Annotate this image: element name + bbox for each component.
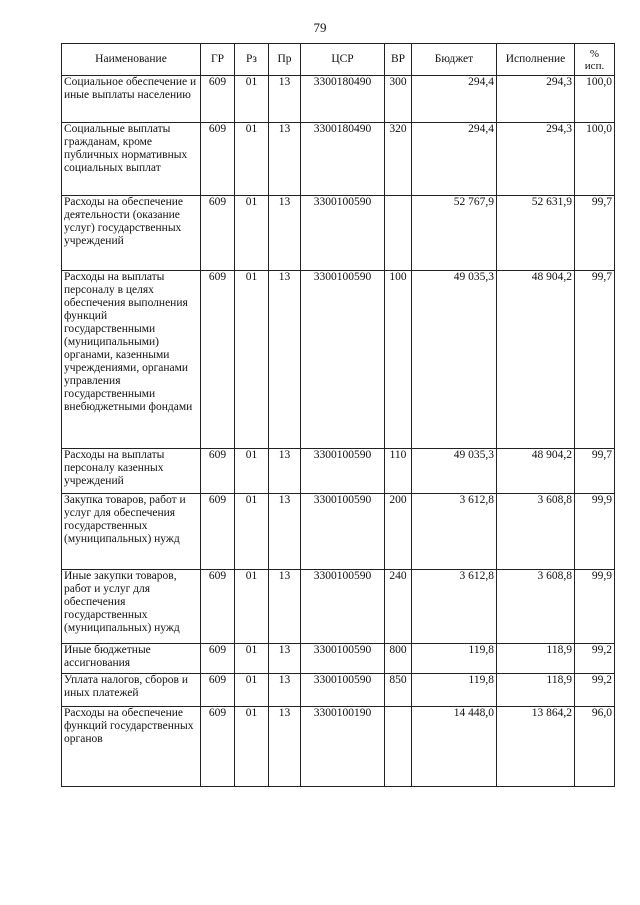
row-name: Социальные выплаты гражданам, кроме публичных нормативных социальных выплат <box>62 123 201 196</box>
row-vr: 300 <box>385 76 412 123</box>
row-rz: 01 <box>235 76 269 123</box>
header-execution: Исполнение <box>497 44 575 76</box>
row-pct: 99,7 <box>575 271 615 449</box>
row-vr: 240 <box>385 570 412 644</box>
row-execution: 3 608,8 <box>497 494 575 570</box>
row-gr: 609 <box>201 449 235 494</box>
row-csr: 3300180490 <box>301 123 385 196</box>
row-name: Расходы на выплаты персоналу в целях обеспечения выполнения функций государственными (муниципальными) органами, казенными учреждениями, органами управления государственными внебюджетными фондами <box>62 271 201 449</box>
row-pct: 99,7 <box>575 449 615 494</box>
row-pr: 13 <box>269 707 301 787</box>
row-gr: 609 <box>201 271 235 449</box>
table-row <box>62 271 615 449</box>
row-gr: 609 <box>201 123 235 196</box>
row-name: Расходы на обеспечение деятельности (оказание услуг) государственных учреждений <box>62 196 201 271</box>
table-row <box>62 449 615 494</box>
page-number: 79 <box>313 20 327 35</box>
header-gr: ГР <box>201 44 235 76</box>
row-budget: 52 767,9 <box>412 196 497 271</box>
row-vr <box>385 707 412 787</box>
row-gr: 609 <box>201 707 235 787</box>
row-name: Уплата налогов, сборов и иных платежей <box>62 674 201 707</box>
header-budget: Бюджет <box>412 44 497 76</box>
row-csr: 3300100190 <box>301 707 385 787</box>
row-pr: 13 <box>269 644 301 674</box>
row-pr: 13 <box>269 76 301 123</box>
row-execution: 48 904,2 <box>497 449 575 494</box>
row-name: Социальное обеспечение и иные выплаты населению <box>62 76 201 123</box>
row-gr: 609 <box>201 644 235 674</box>
table-header-row <box>62 44 615 76</box>
header-pct <box>575 44 615 76</box>
row-pct: 99,2 <box>575 674 615 707</box>
row-pr: 13 <box>269 123 301 196</box>
row-pct: 99,7 <box>575 196 615 271</box>
row-budget: 119,8 <box>412 674 497 707</box>
row-rz: 01 <box>235 644 269 674</box>
row-rz: 01 <box>235 570 269 644</box>
row-pr: 13 <box>269 570 301 644</box>
row-pct: 99,9 <box>575 570 615 644</box>
row-pr: 13 <box>269 449 301 494</box>
row-budget: 14 448,0 <box>412 707 497 787</box>
budget-execution-table <box>61 43 615 787</box>
row-csr: 3300100590 <box>301 644 385 674</box>
row-pct: 99,9 <box>575 494 615 570</box>
header-rz: Рз <box>235 44 269 76</box>
table-row <box>62 644 615 674</box>
row-pct: 99,2 <box>575 644 615 674</box>
row-vr: 200 <box>385 494 412 570</box>
table-row <box>62 707 615 787</box>
header-name: Наименование <box>62 44 201 76</box>
row-csr: 3300100590 <box>301 196 385 271</box>
row-execution: 118,9 <box>497 674 575 707</box>
row-execution: 13 864,2 <box>497 707 575 787</box>
header-pct-symbol: % <box>589 47 600 60</box>
header-pr: Пр <box>269 44 301 76</box>
row-rz: 01 <box>235 674 269 707</box>
row-budget: 119,8 <box>412 644 497 674</box>
row-rz: 01 <box>235 449 269 494</box>
row-gr: 609 <box>201 674 235 707</box>
row-name: Иные закупки товаров, работ и услуг для обеспечения государственных (муниципальных) нужд <box>62 570 201 644</box>
row-pct: 100,0 <box>575 123 615 196</box>
row-pct: 96,0 <box>575 707 615 787</box>
row-budget: 294,4 <box>412 123 497 196</box>
row-name: Расходы на обеспечение функций государственных органов <box>62 707 201 787</box>
row-vr: 800 <box>385 644 412 674</box>
row-csr: 3300100590 <box>301 449 385 494</box>
header-csr: ЦСР <box>301 44 385 76</box>
row-name: Расходы на выплаты персоналу казенных учреждений <box>62 449 201 494</box>
row-gr: 609 <box>201 570 235 644</box>
row-csr: 3300180490 <box>301 76 385 123</box>
row-csr: 3300100590 <box>301 271 385 449</box>
row-gr: 609 <box>201 76 235 123</box>
row-rz: 01 <box>235 271 269 449</box>
row-vr: 100 <box>385 271 412 449</box>
row-name: Иные бюджетные ассигнования <box>62 644 201 674</box>
row-pr: 13 <box>269 196 301 271</box>
row-vr: 320 <box>385 123 412 196</box>
table-row <box>62 570 615 644</box>
row-execution: 118,9 <box>497 644 575 674</box>
row-vr <box>385 196 412 271</box>
row-name: Закупка товаров, работ и услуг для обеспечения государственных (муниципальных) нужд <box>62 494 201 570</box>
row-pr: 13 <box>269 271 301 449</box>
table-row <box>62 674 615 707</box>
row-csr: 3300100590 <box>301 570 385 644</box>
row-pr: 13 <box>269 494 301 570</box>
row-budget: 294,4 <box>412 76 497 123</box>
table-row <box>62 196 615 271</box>
row-gr: 609 <box>201 494 235 570</box>
row-vr: 110 <box>385 449 412 494</box>
table-row <box>62 494 615 570</box>
header-pct-text: исп. <box>584 59 605 72</box>
row-rz: 01 <box>235 196 269 271</box>
row-vr: 850 <box>385 674 412 707</box>
row-rz: 01 <box>235 123 269 196</box>
row-execution: 294,3 <box>497 123 575 196</box>
header-vr: ВР <box>385 44 412 76</box>
row-csr: 3300100590 <box>301 674 385 707</box>
row-rz: 01 <box>235 707 269 787</box>
row-gr: 609 <box>201 196 235 271</box>
row-budget: 3 612,8 <box>412 570 497 644</box>
table-row <box>62 123 615 196</box>
row-pr: 13 <box>269 674 301 707</box>
row-budget: 3 612,8 <box>412 494 497 570</box>
row-execution: 52 631,9 <box>497 196 575 271</box>
row-execution: 3 608,8 <box>497 570 575 644</box>
row-pct: 100,0 <box>575 76 615 123</box>
table-row <box>62 76 615 123</box>
row-rz: 01 <box>235 494 269 570</box>
row-execution: 48 904,2 <box>497 271 575 449</box>
row-csr: 3300100590 <box>301 494 385 570</box>
row-execution: 294,3 <box>497 76 575 123</box>
row-budget: 49 035,3 <box>412 449 497 494</box>
row-budget: 49 035,3 <box>412 271 497 449</box>
